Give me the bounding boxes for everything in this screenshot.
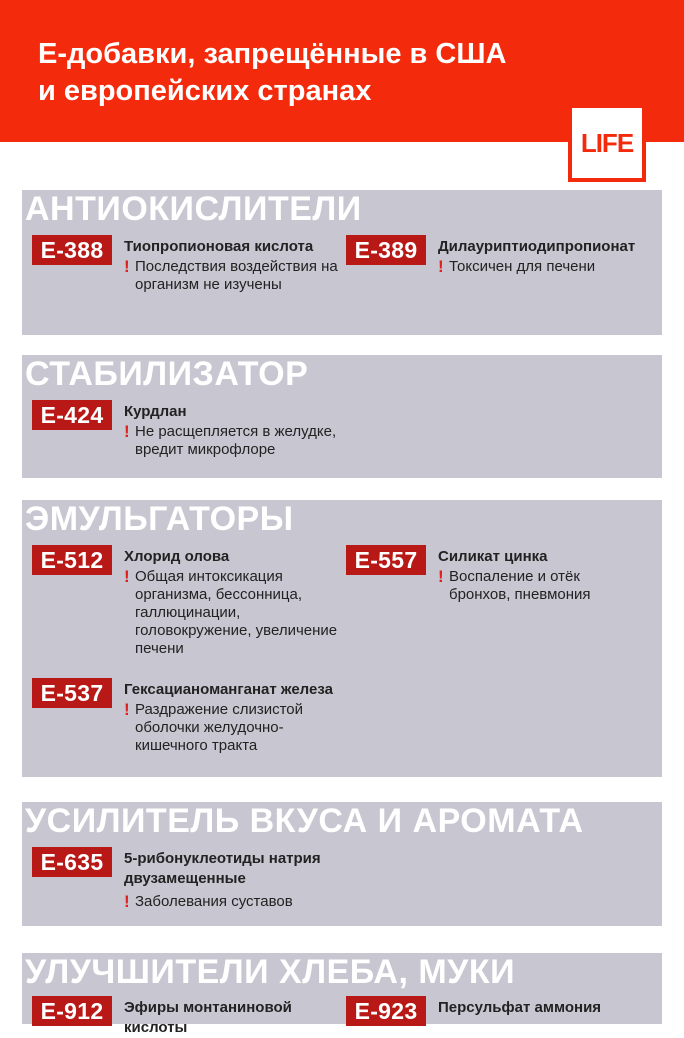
warning-icon: ! [124,892,130,911]
additive-code-badge: Е-424 [32,400,112,430]
warning-icon: ! [124,567,130,586]
additive-effect [124,568,339,658]
additive-effect [438,258,668,276]
warning-icon: ! [124,257,130,276]
effect-text: Последствия воздействия на организм не изучены [135,258,338,293]
additive-effect [124,893,364,911]
section-title: АНТИОКИСЛИТЕЛИ [25,190,362,228]
additive-name: Курдлан [124,403,187,420]
warning-icon: ! [438,257,444,276]
additive-code-badge: Е-557 [346,545,426,575]
section-stabilizer [22,355,662,478]
effect-text: Токсичен для печени [449,258,596,275]
additive-code-badge: Е-912 [32,996,112,1026]
additive-effect [124,258,344,294]
additive-name: Эфиры монтаниновой кислоты [124,999,292,1036]
additive-effect [124,423,374,459]
section-title: УСИЛИТЕЛЬ ВКУСА И АРОМАТА [25,802,584,840]
section-title: ЭМУЛЬГАТОРЫ [25,500,294,538]
section-bread-improvers [22,953,662,1036]
additive-name: Гексацианоманганат железа [124,681,333,698]
additive-name: Силикат цинка [438,548,548,565]
page-title [38,36,638,110]
effect-text: Общая интоксикация организма, бессонница, галлюцинации, головокружение, увеличение печени [135,568,338,657]
additive-name: 5-рибонуклеотиды натрия двузамещенные [124,850,321,887]
additive-name: Дилауриптиодипропионат [438,238,636,255]
additive-code-badge: Е-512 [32,545,112,575]
effect-text: Заболевания суставов [135,893,293,910]
page-title-line-1: Е-добавки, запрещённые в США [38,38,507,70]
additive-code-badge: Е-537 [32,678,112,708]
warning-icon: ! [438,567,444,586]
additive-effect [438,568,628,604]
logo-text: LIFE [580,127,634,158]
section-title: УЛУЧШИТЕЛИ ХЛЕБА, МУКИ [25,953,516,991]
additive-effect [124,701,339,755]
effect-text: Не расщепляется в желудке, вредит микрофлоре [135,423,337,458]
section-emulsifiers [22,500,662,777]
effect-text: Воспаление и отёк бронхов, пневмония [449,568,591,603]
section-antioxidants [22,190,662,335]
additive-code-badge: Е-389 [346,235,426,265]
section-title: СТАБИЛИЗАТОР [25,355,309,393]
additive-code-badge: Е-923 [346,996,426,1026]
warning-icon: ! [124,422,130,441]
additive-name: Хлорид олова [124,548,230,565]
additive-code-badge: Е-635 [32,847,112,877]
additive-code-badge: Е-388 [32,235,112,265]
warning-icon: ! [124,700,130,719]
additive-name: Персульфат аммония [438,999,602,1016]
effect-text: Раздражение слизистой оболочки желудочно-кишечного тракта [135,701,304,754]
additive-name: Тиопропионовая кислота [124,238,314,255]
page-title-line-2: и европейских странах [38,75,372,107]
section-flavor-enhancer [22,802,662,926]
life-logo [568,104,646,182]
